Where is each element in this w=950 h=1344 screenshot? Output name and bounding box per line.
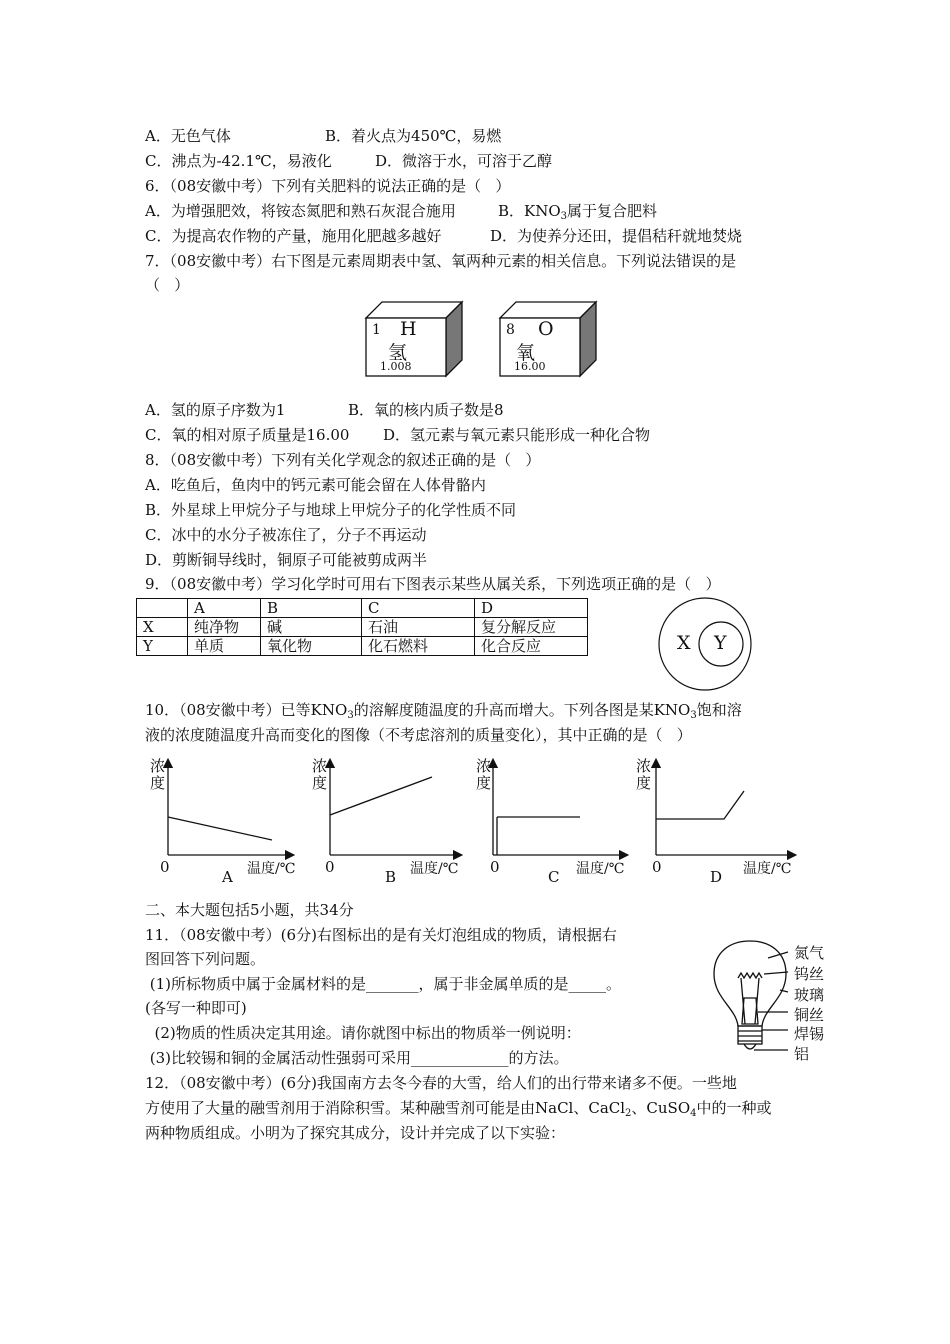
graph-a-label: A: [222, 868, 233, 886]
graph-a-curve: [168, 817, 272, 840]
bulb-label-tungsten: 钨丝: [794, 965, 825, 983]
table-cell: C: [362, 599, 475, 618]
table-cell: 单质: [188, 637, 261, 656]
graph-c-label: C: [548, 868, 560, 886]
q12-line-3: 两种物质组成。小明为了探究其成分，设计并完成了以下实验：: [145, 1124, 566, 1142]
hydrogen-symbol: H: [400, 318, 417, 340]
graph-b-xlabel: 温度/℃: [410, 861, 459, 877]
graph-a-xlabel: 温度/℃: [247, 861, 296, 877]
section-2-heading: 二、本大题包括5小题，共34分: [145, 901, 354, 919]
table-cell: [137, 599, 188, 618]
oxygen-atomic-number: 8: [506, 322, 515, 338]
hydrogen-atomic-mass: 1.008: [380, 360, 412, 373]
q6-option-c: C．为提高农作物的产量，施用化肥越多越好: [145, 227, 442, 245]
q7-stem-paren: （ ）: [145, 276, 190, 294]
outer-circle: [659, 598, 751, 690]
solder-tip: [744, 1044, 756, 1049]
graph-b-ylabel: 浓 度: [312, 757, 328, 792]
table-cell: 复分解反应: [475, 618, 588, 637]
bulb-label-glass: 玻璃: [794, 986, 825, 1004]
hydrogen-element-card: [360, 298, 470, 380]
q7-option-a: A．氢的原子序数为1: [145, 401, 286, 419]
graph-d-ylabel: 浓 度: [636, 757, 652, 792]
bulb-label-aluminum: 铝: [794, 1045, 810, 1063]
graph-b-curve: [330, 777, 432, 815]
q8-option-b: B．外星球上甲烷分子与地球上甲烷分子的化学性质不同: [145, 501, 517, 519]
oxygen-element-card: [494, 298, 604, 380]
tungsten-filament: [738, 973, 762, 978]
table-cell: X: [137, 618, 188, 637]
q6-stem: 6．（08安徽中考）下列有关肥料的说法正确的是（ ）: [145, 177, 511, 195]
light-bulb-diagram: [708, 938, 798, 1068]
q11-line-6: (3)比较锡和铜的金属活动性强弱可采用_____________的方法。: [145, 1049, 569, 1067]
table-cell: 化合反应: [475, 637, 588, 656]
graph-d-origin: 0: [652, 858, 662, 876]
table-cell: Y: [137, 637, 188, 656]
outer-label: X: [677, 632, 691, 654]
q11-line-4: (各写一种即可): [145, 999, 247, 1017]
q5-option-b: B．着火点为450℃，易燃: [325, 127, 502, 145]
q11-line-1: 11．（08安徽中考）(6分)右图标出的是有关灯泡组成的物质，请根据右: [145, 926, 617, 944]
table-cell: 纯净物: [188, 618, 261, 637]
graph-d-xlabel: 温度/℃: [743, 861, 792, 877]
graph-a-origin: 0: [160, 858, 170, 876]
q6-option-a: A．为增强肥效，将铵态氮肥和熟石灰混合施用: [145, 202, 456, 220]
oxygen-name: 氧: [516, 342, 536, 364]
hydrogen-name: 氢: [388, 342, 408, 364]
graph-a-ylabel: 浓 度: [150, 757, 166, 792]
q6-option-d: D．为使养分还田，提倡秸秆就地焚烧: [490, 227, 743, 245]
q12-line-2: 方使用了大量的融雪剂用于消除积雪。某种融雪剂可能是由NaCl、CaCl$_2$、CuSO$_4$中的一种或: [145, 1099, 772, 1119]
q7-option-b: B．氧的核内质子数是8: [348, 401, 504, 419]
graph-c-ylabel: 浓 度: [476, 757, 492, 792]
graph-d-curve: [656, 791, 744, 819]
q8-option-a: A．吃鱼后，鱼肉中的钙元素可能会留在人体骨骼内: [145, 476, 486, 494]
table-cell: 碱: [261, 618, 362, 637]
q7-option-d: D．氢元素与氧元素只能形成一种化合物: [383, 426, 651, 444]
bulb-label-solder: 焊锡: [794, 1025, 825, 1043]
oxygen-symbol: O: [538, 318, 554, 340]
q7-stem: 7．（08安徽中考）右下图是元素周期表中氢、氧两种元素的相关信息。下列说法错误的是: [145, 252, 737, 270]
q9-stem: 9．（08安徽中考）学习化学时可用右下图表示某些从属关系，下列选项正确的是（ ）: [145, 575, 721, 593]
q5-option-a: A．无色气体: [145, 127, 231, 145]
q11-line-3: (1)所标物质中属于金属材料的是_______，属于非金属单质的是_____。: [145, 975, 622, 993]
q8-stem: 8．（08安徽中考）下列有关化学观念的叙述正确的是（ ）: [145, 451, 541, 469]
q10-stem: 10．（08安徽中考）已等$KNO_3$的溶解度随温度的升高而增大。下列各图是某$KNO_3$饱和溶: [145, 701, 742, 721]
graph-b: [330, 763, 458, 855]
q11-line-5: (2)物质的性质决定其用途。请你就图中标出的物质举一例说明：: [145, 1024, 581, 1042]
table-header-row: [137, 599, 588, 618]
graph-c: [493, 763, 624, 855]
q5-option-c: C．沸点为-42.1℃，易液化: [145, 152, 332, 170]
bulb-label-copper: 铜丝: [794, 1006, 825, 1024]
inclusion-diagram: [655, 596, 759, 696]
oxygen-atomic-mass: 16.00: [514, 360, 546, 373]
q8-option-c: C．冰中的水分子被冻住了，分子不再运动: [145, 526, 427, 544]
q10-stem-line2: 液的浓度随温度升高而变化的图像（不考虑溶剂的质量变化），其中正确的是（ ）: [145, 726, 692, 744]
bulb-label-nitrogen: 氮气: [794, 944, 825, 962]
graph-c-origin: 0: [490, 858, 500, 876]
table-row: [137, 637, 588, 656]
q9-options-table: [136, 598, 588, 656]
q5-option-d: D．微溶于水，可溶于乙醇: [375, 152, 553, 170]
q6-option-b: B．$KNO_3$属于复合肥料: [498, 202, 658, 222]
q7-option-c: C．氧的相对原子质量是16.00: [145, 426, 350, 444]
table-cell: 化石燃料: [362, 637, 475, 656]
hydrogen-atomic-number: 1: [372, 322, 381, 338]
q8-option-d: D．剪断铜导线时，铜原子可能被剪成两半: [145, 551, 428, 569]
bulb-glass: [714, 941, 786, 1026]
graph-a: [168, 763, 290, 855]
graph-c-xlabel: 温度/℃: [576, 861, 625, 877]
graph-d-label: D: [710, 868, 723, 886]
table-cell: 氧化物: [261, 637, 362, 656]
q12-line-1: 12．（08安徽中考）(6分)我国南方去冬今春的大雪，给人们的出行带来诸多不便。一些地: [145, 1074, 737, 1092]
graph-b-label: B: [385, 868, 397, 886]
table-cell: A: [188, 599, 261, 618]
graph-d: [656, 763, 792, 855]
graph-b-origin: 0: [325, 858, 335, 876]
table-cell: B: [261, 599, 362, 618]
q11-line-2: 图回答下列问题。: [145, 950, 266, 968]
table-row: [137, 618, 588, 637]
table-cell: D: [475, 599, 588, 618]
inner-label: Y: [714, 632, 727, 654]
table-cell: 石油: [362, 618, 475, 637]
